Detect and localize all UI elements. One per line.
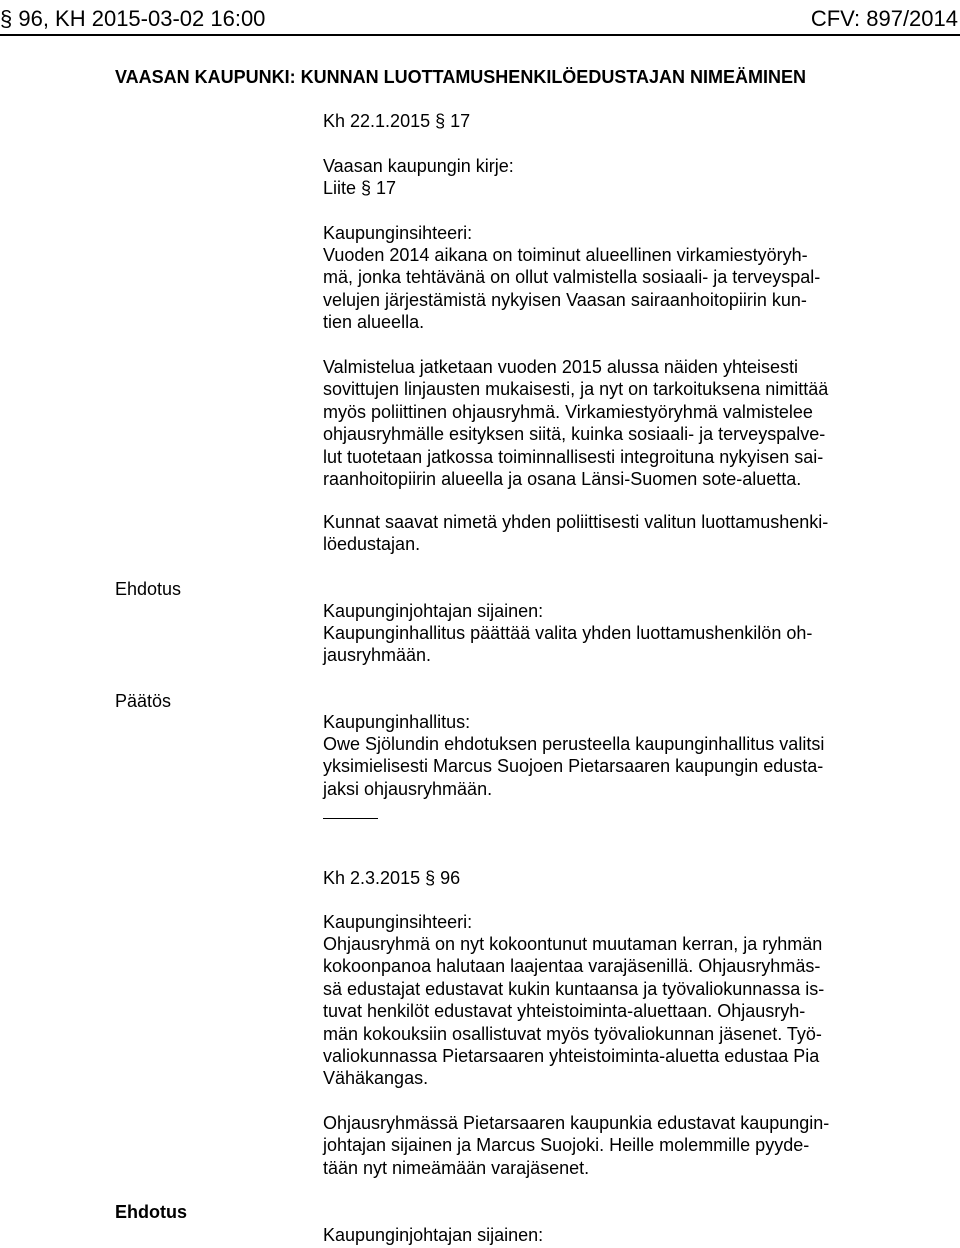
text-line: jaksi ohjausryhmään. xyxy=(323,778,493,799)
paragraph-1 xyxy=(323,244,883,334)
text-line: myös poliittinen ohjausryhmä. Virkamiestyöryhmä valmistelee xyxy=(323,401,813,422)
text-line: Vuoden 2014 aikana on toiminut alueellinen virkamiestyöryh- xyxy=(323,245,808,265)
text-line: raanhoitopiirin alueella ja osana Länsi-Suomen sote-aluetta. xyxy=(323,469,802,490)
text-line: sovittujen linjausten mukaisesti, ja nyt on tarkoituksena nimittää xyxy=(323,379,829,400)
presenter-label-1: Kaupunginsihteeri: xyxy=(323,223,473,243)
text-line: Ohjausryhmä on nyt kokoontunut muutaman kerran, ja ryhmän xyxy=(323,934,823,954)
text-line: velujen järjestämistä nykyisen Vaasan sairaanhoitopiirin kun- xyxy=(323,289,807,310)
decision-text xyxy=(323,733,883,800)
text-line: Valmistelua jatketaan vuoden 2015 alussa näiden yhteisesti xyxy=(323,357,798,377)
text-line: ohjausryhmälle esityksen siitä, kuinka sosiaali- ja terveyspalve- xyxy=(323,424,826,445)
letter-reference xyxy=(323,155,883,200)
text-line: yksimielisesti Marcus Suojoen Pietarsaaren kaupungin edusta- xyxy=(323,756,824,777)
proposal-presenter-2: Kaupunginjohtajan sijainen: xyxy=(323,1225,544,1245)
presenter-label-2: Kaupunginsihteeri: xyxy=(323,912,473,932)
text-line: Ohjausryhmässä Pietarsaaren kaupunkia edustavat kaupungin- xyxy=(323,1113,830,1133)
text-line: Vähäkangas. xyxy=(323,1068,429,1089)
text-line: Owe Sjölundin ehdotuksen perusteella kaupunginhallitus valitsi xyxy=(323,734,825,754)
text-line: sä edustajat edustavat kukin kuntaansa ja työvaliokunnassa is- xyxy=(323,978,825,999)
proposal-presenter-1: Kaupunginjohtajan sijainen: xyxy=(323,601,544,621)
text-line: johtajan sijainen ja Marcus Suojoki. Heille molemmille pyyde- xyxy=(323,1135,810,1156)
text-line: mä, jonka tehtävänä on ollut valmistella sosiaali- ja terveyspal- xyxy=(323,267,821,288)
text-line: jausryhmään. xyxy=(323,645,432,666)
text-line: Kunnat saavat nimetä yhden poliittisesti valitun luottamushenki- xyxy=(323,512,829,532)
meeting-reference-2: Kh 2.3.2015 § 96 xyxy=(323,868,461,888)
text-line: tuvat henkilöt edustavat yhteistoiminta-aluettaan. Ohjausryh- xyxy=(323,1001,806,1022)
meeting-reference-1: Kh 22.1.2015 § 17 xyxy=(323,111,471,131)
document-title: VAASAN KAUPUNKI: KUNNAN LUOTTAMUSHENKILÖEDUSTAJAN NIMEÄMINEN xyxy=(115,67,806,87)
header-cfv-number: CFV: 897/2014 xyxy=(810,6,958,31)
text-line: löedustajan. xyxy=(323,534,421,555)
text-line: valiokunnassa Pietarsaaren yhteistoiminta-aluetta edustaa Pia xyxy=(323,1046,820,1067)
proposal-label-1: Ehdotus xyxy=(115,579,182,599)
text-line: lut tuotetaan jatkossa toiminnallisesti integroituna nykyisen sai- xyxy=(323,446,824,467)
paragraph-5 xyxy=(323,1112,883,1179)
letter-line: Liite § 17 xyxy=(323,178,397,199)
proposal-text-1 xyxy=(323,622,883,667)
text-line: män kokouksiin osallistuvat myös työvaliokunnan jäsenet. Työ- xyxy=(323,1023,822,1044)
text-line: Kaupunginhallitus päättää valita yhden luottamushenkilön oh- xyxy=(323,623,813,643)
paragraph-4 xyxy=(323,933,883,1090)
section-divider xyxy=(323,818,378,819)
proposal-label-2: Ehdotus xyxy=(115,1202,187,1222)
page-header xyxy=(0,0,960,36)
text-line: tään nyt nimeämään varajäsenet. xyxy=(323,1157,590,1178)
text-line: tien alueella. xyxy=(323,312,425,333)
text-line: kokoonpanoa halutaan laajentaa varajäsenillä. Ohjausryhmäs- xyxy=(323,956,821,977)
decision-label: Päätös xyxy=(115,691,172,711)
paragraph-3 xyxy=(323,511,883,556)
letter-line: Vaasan kaupungin kirje: xyxy=(323,156,514,176)
decision-presenter: Kaupunginhallitus: xyxy=(323,712,471,732)
header-case-reference: § 96, KH 2015-03-02 16:00 xyxy=(0,6,266,31)
paragraph-2 xyxy=(323,356,883,490)
